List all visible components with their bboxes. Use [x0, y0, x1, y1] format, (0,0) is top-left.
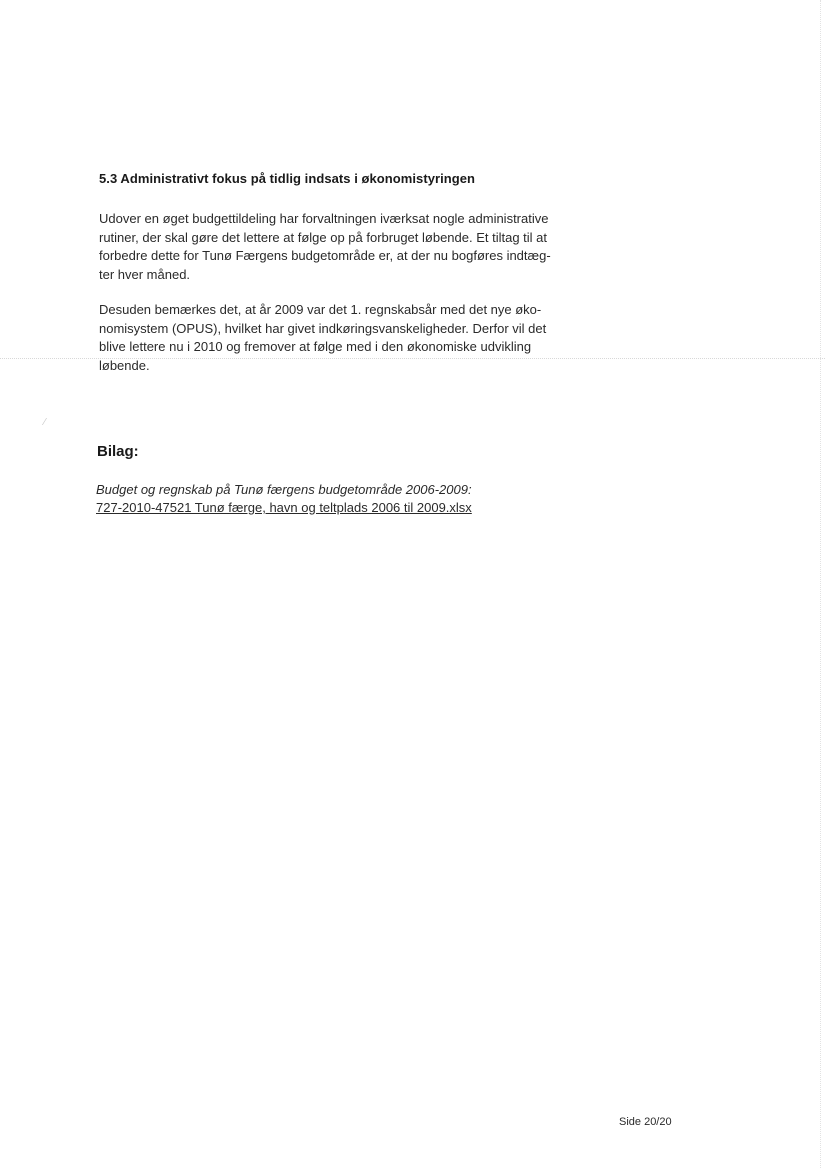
- paragraph-line: forbedre dette for Tunø Færgens budgetområde er, at der nu bogføres indtæg-: [99, 248, 551, 263]
- paragraph-budget-routines: [99, 210, 599, 284]
- paragraph-line: rutiner, der skal gøre det lettere at følge op på forbruget løbende. Et tiltag til at: [99, 229, 548, 245]
- appendix-file-link[interactable]: 727-2010-47521 Tunø færge, havn og teltplads 2006 til 2009.xlsx: [96, 500, 472, 515]
- section-heading: 5.3 Administrativt fokus på tidlig indsats i økonomistyringen: [99, 171, 476, 186]
- appendix-heading: Bilag:: [97, 443, 139, 460]
- scan-artifact-edge: [820, 0, 821, 1168]
- paragraph-line: Udover en øget budgettildeling har forvaltningen iværksat nogle administrative: [99, 211, 549, 226]
- paragraph-line: løbende.: [99, 357, 150, 373]
- page-number: Side 20/20: [619, 1116, 672, 1128]
- paragraph-opus-system: [99, 301, 599, 375]
- scan-artifact-mark: ⁄: [44, 417, 46, 428]
- paragraph-line: ter hver måned.: [99, 266, 191, 282]
- appendix-title: Budget og regnskab på Tunø færgens budgetområde 2006-2009:: [96, 482, 472, 497]
- paragraph-line: nomisystem (OPUS), hvilket har givet indkøringsvanskeligheder. Derfor vil det: [99, 320, 547, 336]
- paragraph-line: Desuden bemærkes det, at år 2009 var det 1. regnskabsår med det nye øko-: [99, 302, 542, 317]
- paragraph-line: blive lettere nu i 2010 og fremover at følge med i den økonomiske udvikling: [99, 339, 532, 354]
